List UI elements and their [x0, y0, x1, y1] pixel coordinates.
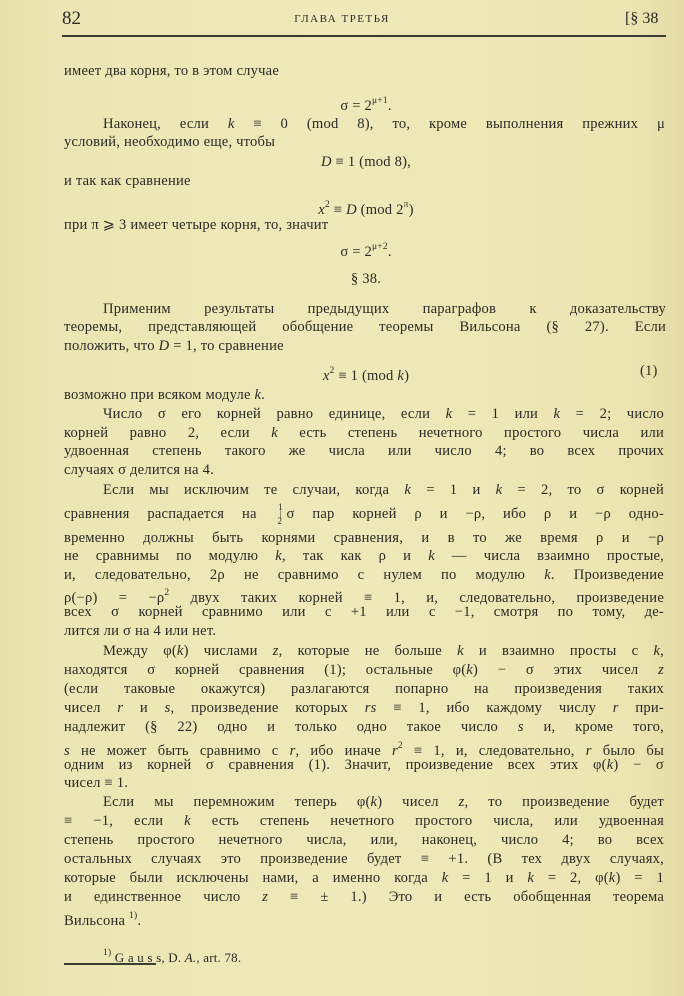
text-run: σ = 2	[340, 98, 373, 114]
text-run: ≡ 1 (mod 8),	[331, 154, 412, 170]
math-variable: s	[164, 700, 171, 716]
text-line	[103, 642, 664, 660]
running-head-chapter: ГЛАВА ТРЕТЬЯ	[294, 13, 390, 25]
text-run: случаях σ делится на 4.	[64, 462, 214, 478]
math-variable: rs	[364, 700, 377, 716]
math-variable: k	[184, 813, 191, 829]
running-head-section: [§ 38	[625, 10, 659, 27]
math-variable: z	[458, 794, 465, 810]
text-line	[64, 386, 265, 404]
text-run: , ибо иначе	[295, 743, 392, 759]
math-variable: k	[653, 643, 661, 659]
text-run: ≡ 1, ибо каждому числу	[376, 700, 613, 716]
math-variable: k	[428, 548, 435, 564]
text-run: Вильсона	[64, 913, 129, 929]
text-run: ) чисел	[377, 794, 459, 810]
text-run: = 2, то σ корней	[502, 482, 664, 498]
text-line	[64, 888, 664, 906]
text-run: возможно при всяком модуле	[64, 387, 255, 403]
text-run: ≡ 1 (mod	[334, 368, 398, 384]
text-run: и	[123, 700, 165, 716]
text-run: степень простого нечетного числа, или, наконец, число 4; во всех	[64, 832, 664, 848]
text-run: всех σ корней сравнимо или с +1 или с −1, смотря по тому, де-	[64, 604, 664, 620]
superscript: 2	[329, 366, 335, 376]
text-run: одним из корней σ сравнения (1). Значит, произведение всех этих φ(	[64, 757, 607, 773]
text-line	[64, 216, 328, 234]
text-run: ) числами	[183, 643, 273, 659]
text-run: ) − σ этих чисел	[472, 662, 659, 678]
text-line	[64, 850, 664, 868]
math-variable: k	[404, 482, 412, 498]
formula	[64, 153, 668, 171]
text-run: = 2, φ(	[534, 870, 609, 886]
text-line	[64, 424, 664, 442]
math-variable: k	[227, 116, 235, 132]
text-run: чисел ≡ 1.	[64, 775, 129, 791]
text-run: ≡ −1, если	[64, 813, 185, 829]
math-variable: k	[527, 870, 535, 886]
text-run: § 38.	[350, 271, 382, 287]
text-line	[103, 793, 664, 811]
text-line	[64, 680, 664, 698]
superscript: 2	[164, 588, 170, 598]
text-run: σ пар корней ρ и −ρ, ибо ρ и −ρ одно-	[286, 505, 664, 522]
text-line	[64, 504, 664, 525]
text-run: , которые не больше	[278, 643, 458, 659]
text-run: ≡ 1, и, следовательно,	[402, 743, 586, 759]
formula	[64, 362, 668, 385]
text-line	[64, 461, 214, 479]
text-run: при π ⩾ 3 имеет четыре корня, то, значит	[64, 217, 329, 233]
footnote	[103, 944, 241, 967]
math-variable: r	[612, 700, 619, 716]
math-variable: k	[457, 643, 464, 659]
text-run: удвоенная степень такого же числа или число 4; во всех прочих	[64, 443, 664, 459]
superscript: 1)	[103, 948, 112, 958]
text-run: .	[387, 244, 392, 260]
text-run: ) − σ	[613, 757, 664, 773]
section-heading	[64, 270, 668, 288]
text-run: корней равно 2, если	[64, 425, 272, 441]
text-run: σ = 2	[340, 244, 373, 260]
equation-number	[640, 362, 658, 380]
math-variable: z	[272, 643, 279, 659]
math-variable: r	[289, 743, 296, 759]
text-run: G a u s s, D.	[111, 950, 185, 965]
text-line	[64, 699, 664, 717]
math-variable: z	[658, 662, 664, 678]
text-run: ≡ ± 1.) Это и есть обобщенная теорема	[268, 889, 664, 905]
text-run: .	[137, 913, 142, 929]
math-variable: k	[271, 425, 278, 441]
superscript: 1)	[129, 911, 138, 921]
text-run: и взаимно просты с	[463, 643, 654, 659]
superscript: π	[403, 200, 409, 210]
math-variable: k	[397, 368, 405, 384]
math-variable: x	[318, 202, 325, 218]
superscript: 2	[324, 200, 330, 210]
text-line	[103, 405, 664, 423]
math-variable: s	[64, 743, 70, 759]
math-variable: D	[158, 338, 170, 354]
text-run: теоремы, представляющей обобщение теоремы Вильсона (§ 27). Если	[64, 319, 666, 335]
page-number: 82	[62, 8, 81, 29]
text-run: ,	[660, 643, 664, 659]
text-run: .	[387, 98, 392, 114]
math-variable: k	[370, 794, 378, 810]
text-line	[64, 622, 216, 640]
math-variable: k	[445, 406, 453, 422]
text-run: ρ(−ρ) = −ρ	[64, 590, 165, 606]
text-line	[64, 529, 664, 547]
text-run: не сравнимы по модулю	[64, 548, 276, 564]
text-run: Если мы исключим те случаи, когда	[103, 482, 405, 498]
math-variable: D	[320, 154, 332, 170]
text-line	[64, 661, 664, 679]
text-line	[64, 172, 191, 190]
text-run: было бы	[591, 743, 665, 759]
math-variable: k	[254, 387, 262, 403]
text-line	[64, 831, 664, 849]
math-variable: z	[262, 889, 269, 905]
text-run: чисел	[64, 700, 118, 716]
math-variable: k	[176, 643, 184, 659]
text-line	[103, 115, 665, 133]
math-variable: r	[117, 700, 124, 716]
text-run: есть степень нечетного простого числа, или удвоенная	[190, 813, 664, 829]
math-variable: k	[606, 757, 614, 773]
text-run: = 1, то сравнение	[169, 338, 284, 354]
formula	[64, 238, 668, 261]
text-run: = 1 и	[411, 482, 496, 498]
text-run: , так как ρ и	[281, 548, 429, 564]
text-line	[64, 133, 275, 151]
text-line	[64, 62, 279, 80]
text-line	[64, 442, 664, 460]
text-run: , то произведение будет	[464, 794, 664, 810]
text-run: лится ли σ на 4 или нет.	[64, 623, 217, 639]
text-line	[64, 869, 664, 887]
text-run: сравнения распадается на	[64, 505, 275, 522]
math-variable: D	[346, 202, 357, 218]
text-run: — числа взаимно простые,	[434, 548, 665, 564]
text-run: ) = 1	[615, 870, 664, 886]
text-run: при-	[618, 700, 664, 716]
text-run: = 1 и	[448, 870, 528, 886]
text-run: надлежит (§ 22) одно и только одно такое число	[64, 719, 518, 735]
math-variable: k	[544, 567, 551, 583]
text-run: = 1 или	[452, 406, 554, 422]
text-run: )	[408, 202, 414, 218]
text-run: . Произведение	[550, 567, 664, 583]
text-run: и, следовательно, 2ρ не сравнимо с нулем по модулю	[64, 567, 545, 583]
formula	[64, 92, 668, 115]
superscript: 2	[397, 741, 403, 751]
text-run: есть степень нечетного простого числа или	[277, 425, 665, 441]
text-run: ≡	[329, 202, 347, 218]
text-run: условий, необходимо еще, чтобы	[64, 134, 276, 150]
text-run: положить, что	[64, 338, 159, 354]
math-variable: x	[322, 368, 330, 384]
text-run: и, кроме того,	[523, 719, 664, 735]
math-variable: A.	[184, 950, 197, 965]
text-run: , произведение которых	[170, 700, 365, 716]
text-line	[64, 907, 141, 930]
superscript: μ+2	[372, 242, 388, 252]
math-variable: r	[585, 743, 592, 759]
text-run: Применим результаты предыдущих параграфов к доказательству	[103, 301, 666, 317]
text-run: (mod 2	[356, 202, 404, 218]
text-run: и единственное число	[64, 889, 263, 905]
text-run: остальных случаях это произведение будет ≡ +1. (В тех двух случаях,	[64, 851, 664, 867]
math-variable: k	[608, 870, 616, 886]
text-run: Число σ его корней равно единице, если	[103, 406, 446, 422]
text-run: находятся σ корней сравнения (1); остальные φ(	[64, 662, 467, 678]
text-line	[64, 603, 664, 621]
text-line	[64, 756, 664, 774]
text-line	[64, 318, 666, 336]
text-run: (если таковые окажутся) разлагаются попарно на произведения таких	[64, 681, 664, 697]
text-run: = 2; число	[560, 406, 664, 422]
math-variable: k	[495, 482, 503, 498]
text-run: которые были исключены нами, а именно когда	[64, 870, 442, 886]
text-run: ≡ 0 (mod 8), то, кроме выполнения прежних μ	[234, 116, 665, 132]
text-line	[64, 718, 664, 736]
text-line	[64, 566, 664, 584]
math-variable: k	[553, 406, 561, 422]
fraction: 1|2	[277, 502, 283, 526]
math-variable: k	[275, 548, 282, 564]
text-run: , art. 78.	[196, 950, 242, 965]
text-run: Если мы перемножим теперь φ(	[103, 794, 371, 810]
text-run: Наконец, если	[103, 116, 228, 132]
math-variable: r	[391, 743, 398, 759]
text-run: .	[261, 387, 266, 403]
text-run: (1)	[640, 363, 658, 379]
math-variable: s	[517, 719, 524, 735]
text-run: )	[404, 368, 410, 384]
superscript: μ+1	[372, 96, 388, 106]
text-line	[64, 774, 128, 792]
text-run: и так как сравнение	[64, 173, 191, 189]
text-run: имеет два корня, то в этом случае	[64, 63, 280, 79]
text-run: временно должны быть корнями сравнения, и в то же время ρ и −ρ	[64, 530, 664, 546]
math-variable: k	[466, 662, 473, 678]
header-rule	[62, 35, 666, 37]
text-line	[103, 300, 666, 318]
math-variable: k	[441, 870, 449, 886]
text-line	[64, 812, 664, 830]
text-run: не может быть сравнимо с	[69, 743, 290, 759]
text-line	[103, 481, 664, 499]
text-run: двух таких корней ≡ 1, и, следовательно, произведение	[169, 590, 664, 606]
text-line	[64, 547, 664, 565]
text-line	[64, 337, 284, 355]
text-run: Между φ(	[103, 643, 177, 659]
